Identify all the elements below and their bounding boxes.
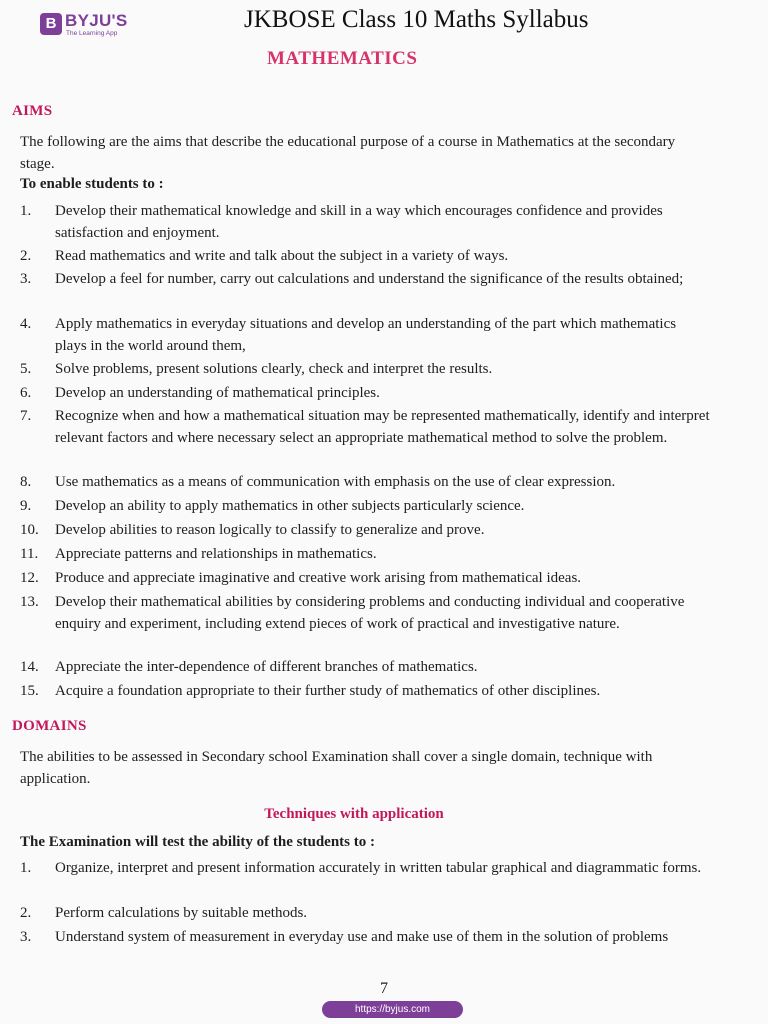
item-number: 7. [20,408,32,424]
item-text: Appreciate patterns and relationships in mathematics. [55,546,377,562]
aims-item [20,680,710,702]
aims-item [20,543,710,565]
aims-intro: The following are the aims that describe the educational purpose of a course in Mathematics at the secondary stage. [20,134,676,172]
item-text: Perform calculations by suitable methods. [55,905,308,921]
domains-item [20,857,710,879]
item-text: Develop abilities to reason logically to classify to generalize and prove. [55,522,485,538]
item-number: 5. [20,361,32,377]
logo-mark: B [40,13,62,35]
item-text: Develop an understanding of mathematical principles. [55,385,380,401]
domains-heading: DOMAINS [12,718,87,734]
item-text: Solve problems, present solutions clearly, check and interpret the results. [55,361,493,377]
domains-item [20,926,710,948]
item-number: 3. [20,929,32,945]
aims-item [20,268,710,290]
aims-item [20,405,710,449]
domains-lead: The Examination will test the ability of the students to : [20,834,376,850]
aims-item [20,656,710,678]
item-text: Develop their mathematical knowledge and skill in a way which encourages confidence and provides satisfaction and enjoyment. [55,203,663,241]
item-number: 4. [20,316,32,332]
item-text: Appreciate the inter-dependence of different branches of mathematics. [55,659,478,675]
item-number: 1. [20,860,32,876]
document-title: JKBOSE Class 10 Maths Syllabus [244,6,589,33]
item-number: 9. [20,498,32,514]
logo-tagline: The Learning App [66,30,118,37]
item-number: 2. [20,248,32,264]
item-text: Understand system of measurement in everyday use and make use of them in the solution of problems [55,929,669,945]
item-text: Acquire a foundation appropriate to their further study of mathematics of other disciplines. [55,683,601,699]
page-number: 7 [380,980,388,997]
logo-wordmark: BYJU'S [65,11,128,30]
aims-item [20,471,710,493]
item-number: 3. [20,271,32,287]
item-number: 14. [20,659,39,675]
techniques-subheading: Techniques with application [264,806,444,822]
page-heading: MATHEMATICS [267,48,418,69]
item-text: Apply mathematics in everyday situations and develop an understanding of the part which mathematics plays in the world around them, [55,316,677,354]
byjus-logo [40,12,160,40]
item-number: 15. [20,683,39,699]
item-text: Read mathematics and write and talk about the subject in a variety of ways. [55,248,509,264]
item-number: 8. [20,474,32,490]
item-text: Develop a feel for number, carry out calculations and understand the significance of the results obtained; [55,271,684,287]
item-text: Recognize when and how a mathematical situation may be represented mathematically, identify and interpret relevant factors and where necessary select an appropriate mathematical method to solve the problem. [55,408,710,446]
item-number: 1. [20,203,32,219]
aims-item [20,245,710,267]
item-text: Develop their mathematical abilities by considering problems and conducting individual and cooperative enquiry and experiment, including extend pieces of work of practical and investigative nature. [55,594,685,632]
item-number: 12. [20,570,39,586]
item-text: Use mathematics as a means of communication with emphasis on the use of clear expression. [55,474,616,490]
aims-item [20,358,710,380]
aims-heading: AIMS [12,103,53,119]
item-text: Organize, interpret and present information accurately in written tabular graphical and diagrammatic forms. [55,860,702,876]
aims-item [20,382,710,404]
item-text: Produce and appreciate imaginative and creative work arising from mathematical ideas. [55,570,582,586]
aims-item [20,200,710,244]
aims-item [20,519,710,541]
website-link[interactable]: https://byjus.com [322,1001,463,1018]
item-number: 13. [20,594,39,610]
domains-intro: The abilities to be assessed in Secondary school Examination shall cover a single domain, technique with application. [20,749,653,787]
aims-item [20,567,710,589]
item-number: 6. [20,385,32,401]
aims-item [20,313,710,357]
item-text: Develop an ability to apply mathematics in other subjects particularly science. [55,498,525,514]
domains-item [20,902,710,924]
item-number: 2. [20,905,32,921]
item-number: 11. [20,546,39,562]
item-number: 10. [20,522,39,538]
aims-item [20,591,710,635]
aims-item [20,495,710,517]
aims-lead: To enable students to : [20,176,164,192]
